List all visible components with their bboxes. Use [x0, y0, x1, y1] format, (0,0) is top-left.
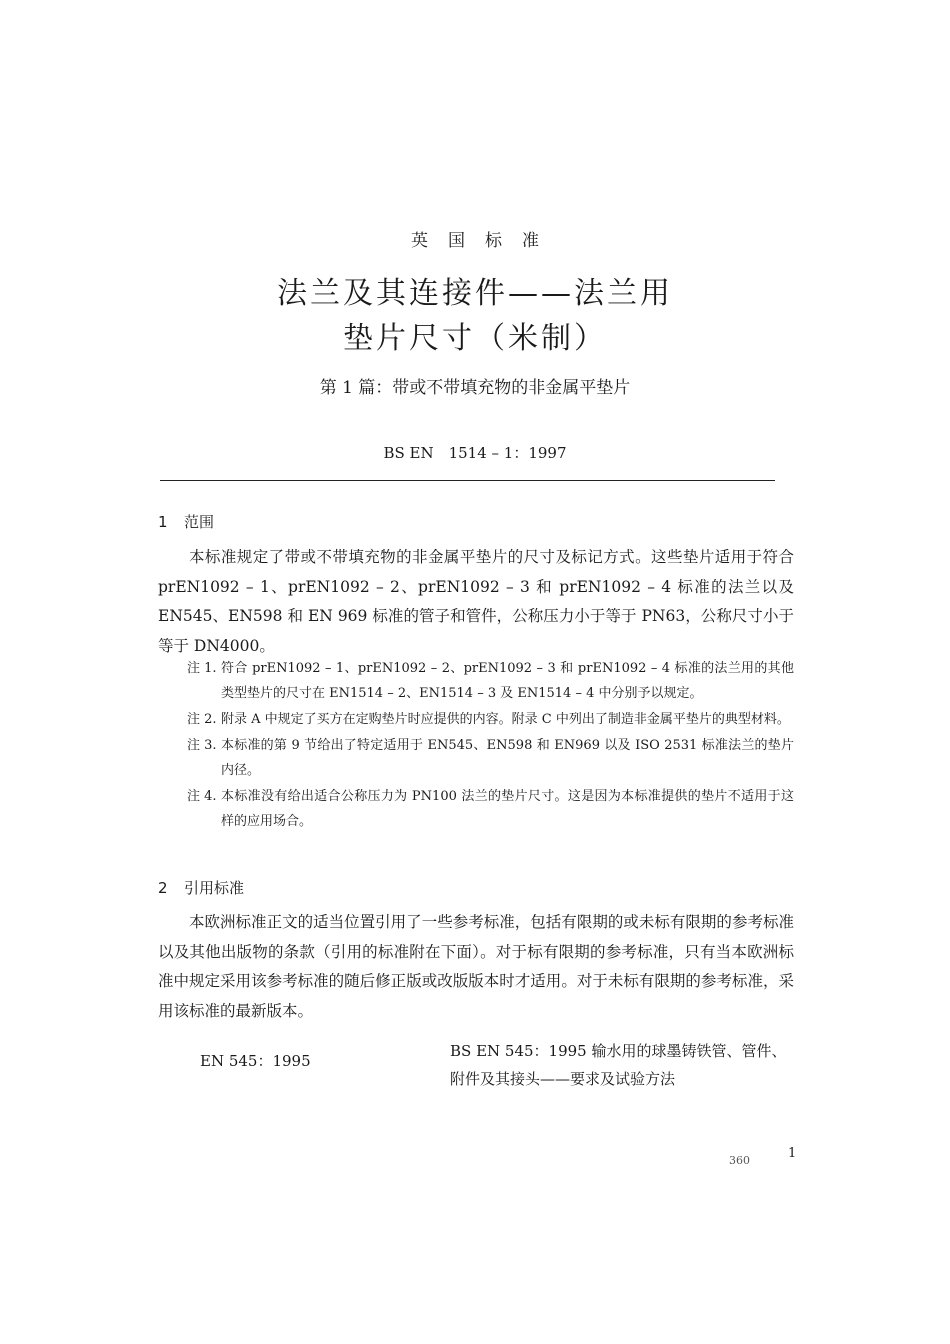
standard-code: BS EN 1514 – 1：1997: [383, 444, 567, 462]
document-subtitle: 第 1 篇：带或不带填充物的非金属平垫片: [319, 378, 631, 398]
document-header-label: 英国标准: [411, 231, 559, 251]
note-3-text: 本标准的第 9 节给出了特定适用于 EN545、EN598 和 EN969 以及 ISO 2531 标准法兰的垫片内径。: [221, 738, 794, 778]
note-2: [187, 707, 794, 732]
note-3-label: 注 3.: [187, 738, 217, 753]
document-title-line-2: 垫片尺寸（米制）: [343, 321, 607, 356]
note-1-label: 注 1.: [187, 661, 217, 676]
document-title-line-1: 法兰及其连接件——法兰用: [277, 276, 673, 311]
section-2-title: 引用标准: [184, 879, 245, 897]
note-2-label: 注 2.: [187, 712, 217, 727]
note-3: [187, 733, 794, 783]
section-1-title: 范围: [184, 513, 215, 531]
section-1-paragraph: 本标准规定了带或不带填充物的非金属平垫片的尺寸及标记方式。这些垫片适用于符合 prEN1092 – 1、prEN1092 – 2、prEN1092 – 3 和 prEN1092 – 4 标准的法兰以及 EN545、EN598 和 EN 969 标准的管子和管件，公称压力小于等于 PN63，公称尺寸小于等于 DN4000。: [158, 548, 794, 655]
note-4-text: 本标准没有给出适合公称压力为 PN100 法兰的垫片尺寸。这是因为本标准提供的垫片不适用于这样的应用场合。: [221, 789, 794, 829]
note-4: [187, 784, 794, 834]
title-divider: [160, 480, 775, 481]
note-4-label: 注 4.: [187, 789, 217, 804]
reference-description: BS EN 545：1995 输水用的球墨铸铁管、管件、附件及其接头——要求及试验方法: [450, 1042, 787, 1088]
section-1-notes: [187, 656, 794, 835]
section-1-number: 1: [158, 513, 168, 531]
note-2-text: 附录 A 中规定了买方在定购垫片时应提供的内容。附录 C 中列出了制造非金属平垫片的典型材料。: [221, 712, 790, 727]
cut-off-page-mark: 360: [729, 1154, 750, 1167]
page-number: 1: [788, 1146, 797, 1161]
section-2-heading: [158, 877, 244, 898]
note-1-text: 符合 prEN1092 – 1、prEN1092 – 2、prEN1092 – 3 和 prEN1092 – 4 标准的法兰用的其他类型垫片的尺寸在 EN1514 – 2、EN1514 – 3 及 EN1514 – 4 中分别予以规定。: [221, 661, 794, 701]
reference-code: EN 545：1995: [200, 1052, 311, 1070]
section-1-heading: [158, 511, 214, 532]
section-2-paragraph: 本欧洲标准正文的适当位置引用了一些参考标准，包括有限期的或未标有限期的参考标准以及其他出版物的条款（引用的标准附在下面）。对于标有限期的参考标准，只有当本欧洲标准中规定采用该参考标准的随后修正版或改版版本时才适用。对于未标有限期的参考标准，采用该标准的最新版本。: [158, 913, 794, 1020]
note-1: [187, 656, 794, 706]
section-2-number: 2: [158, 879, 168, 897]
